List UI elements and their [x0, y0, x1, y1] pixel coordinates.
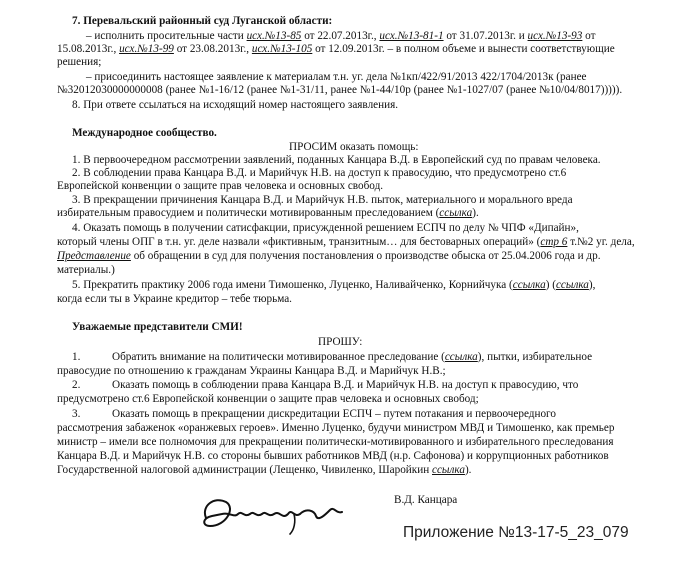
link-ref[interactable]: исх.№13-93	[527, 30, 583, 42]
media-item-1-line2: правосудие по отношению к гражданам Украины Канцара В.Д. и Марийчук Н.В.;	[57, 365, 446, 377]
link-ref[interactable]: ссылка	[444, 351, 478, 363]
media-item-2-line1: Оказать помощь в соблюдении права Канцара В.Д. и Марийчук Н.В. на доступ к правосудию, что	[112, 379, 579, 391]
intl-item-5-line1: 5. Прекратить практику 2006 года имени Тимошенко, Луценко, Наливайченко, Корнийчука (ссылка) (ссылка),	[72, 279, 596, 291]
media-item-3-line2: рассмотрения забаженок «оранжевых героев». Именно Луценко, будучи министром МВД и Тимошенко, как премьер	[57, 422, 615, 434]
intl-item-4-line1: 4. Оказать помощь в получении сатисфакции, присужденной решением ЕСПЧ по делу № ЧПФ «Дипайн»,	[72, 222, 579, 234]
s7-item2-line1: – присоединить настоящее заявление к материалам т.н. уг. дела №1кп/422/91/2013 422/1704/2013к (ранее	[86, 71, 587, 83]
link-ref[interactable]: исх.№13-99	[119, 43, 174, 55]
intl-request: ПРОСИМ оказать помощь:	[289, 141, 419, 153]
handwritten-signature	[196, 488, 356, 538]
link-ref[interactable]: исх.№13-85	[246, 30, 302, 42]
link-ref[interactable]: ссылка	[439, 207, 473, 219]
media-item-3-line5: Государственной налоговой администрации (Лещенко, Чивиленко, Шаройкин ссылка).	[57, 464, 472, 476]
media-request: ПРОШУ:	[318, 336, 363, 348]
media-heading: Уважаемые представители СМИ!	[72, 321, 243, 333]
intl-heading: Международное сообщество.	[72, 127, 217, 139]
intl-item-3-line1: 3. В прекращении причинения Канцара В.Д. и Марийчук Н.В. пыток, материального и морального вреда	[72, 194, 573, 206]
intl-item-2-line2: Европейской конвенции о защите прав человека и основных свобод.	[57, 180, 384, 192]
s7-item2-line2: №32012030000000008 (ранее №1-16/12 (ранее №1-31/11, ранее №1-44/10р (ранее №1-1027/07 (ранее №10/04/8017))))).	[57, 84, 623, 96]
intl-item-4-line2: который члены ОПГ в т.н. уг. деле назвали «фиктивным, транзитным… для бестоварных операций» (стр 6 т.№2 уг. дела,	[57, 236, 635, 248]
intl-item-4-line4: материалы.)	[57, 264, 115, 276]
link-ref[interactable]: Представление	[57, 250, 131, 262]
section-7-heading: 7. Перевальский районный суд Луганской области:	[72, 15, 333, 27]
media-item-3-num: 3.	[72, 408, 81, 420]
s7-item1-line1: – исполнить просительные части исх.№13-85 от 22.07.2013г., исх.№13-81-1 от 31.07.2013г. и исх.№13-93 от	[86, 30, 596, 42]
signature-name: В.Д. Канцара	[394, 494, 458, 506]
link-ref[interactable]: ссылка	[432, 464, 465, 476]
intl-item-5-line2: когда если ты в Украине кредитор – тебе тюрьма.	[57, 293, 292, 305]
s7-item1-line2: 15.08.2013г., исх.№13-99 от 23.08.2013г., исх.№13-105 от 12.09.2013г. – в полном объеме и вынести соответствующие	[57, 43, 615, 55]
media-item-3-line3: министр – имели все полномочия для прекращении политически-мотивированного и избирательного преследования	[57, 436, 614, 448]
link-ref[interactable]: ссылка	[555, 279, 589, 291]
media-item-1-line1: Обратить внимание на политически мотивированное преследование (ссылка), пытки, избирательное	[112, 351, 593, 363]
link-ref[interactable]: исх.№13-105	[251, 43, 313, 55]
link-ref[interactable]: исх.№13-81-1	[379, 30, 444, 42]
media-item-1-num: 1.	[72, 351, 81, 363]
media-item-2-line2: предусмотрено ст.6 Европейской конвенции о защите прав человека и основных свобод;	[57, 393, 479, 405]
s7-item1-line3: решения;	[57, 56, 102, 68]
link-ref[interactable]: ссылка	[512, 279, 546, 291]
media-item-2-num: 2.	[72, 379, 81, 391]
intl-item-2-line1: 2. В соблюдении права Канцара В.Д. и Марийчук Н.В. на доступ к правосудию, что предусмотрено ст.6	[72, 167, 567, 179]
intl-item-3-line2: избирательным правосудием и политически мотивированным преследованием (ссылка).	[57, 207, 479, 219]
intl-item-4-line3: Представление об обращении в суд для получения постановления о производстве обыска от 25.04.2006 года и др.	[57, 250, 601, 262]
intl-item-1: 1. В первоочередном рассмотрении заявлений, поданных Канцара В.Д. в Европейский суд по правам человека.	[72, 154, 601, 166]
media-item-3-line4: Канцара В.Д. и Марийчук Н.В. со стороны бывших работников МВД (н.р. Сафонова) и коррупционных работников	[57, 450, 609, 462]
section-8: 8. При ответе ссылаться на исходящий номер настоящего заявления.	[72, 99, 399, 111]
media-item-3-line1: Оказать помощь в прекращении дискредитации ЕСПЧ – путем потакания и первоочередного	[112, 408, 556, 420]
appendix-label: Приложение №13-17-5_23_079	[403, 524, 629, 541]
link-ref[interactable]: стр 6	[540, 236, 568, 248]
